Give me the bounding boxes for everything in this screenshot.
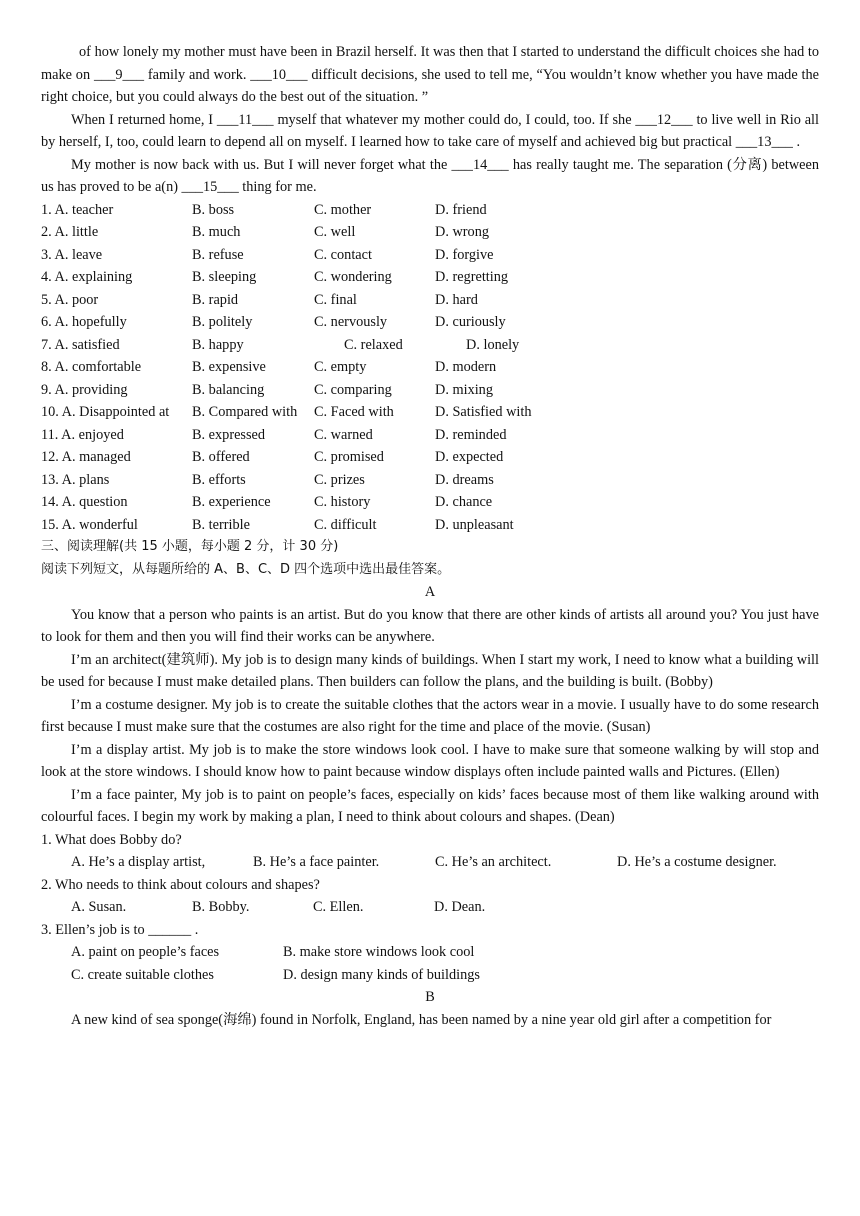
option-a: 12. A. managed	[41, 449, 131, 465]
option-c: C. well	[314, 224, 356, 240]
question-stem: 2. Who needs to think about colours and shapes?	[41, 876, 320, 893]
option-c: C. difficult	[314, 516, 377, 533]
passage-label: B	[425, 989, 435, 1005]
option-c: C. Ellen.	[313, 899, 364, 915]
reading-paragraph: I’m an architect(建筑师). My job is to design many kinds of buildings. When I start my work, I need to know what a building will be used for because I must make detailed plans. Then builders can follow the plans, and the building is built. (Bobby)	[41, 651, 819, 690]
option-c: C. contact	[314, 246, 372, 263]
option-a: 4. A. explaining	[41, 269, 133, 285]
option-row	[41, 244, 819, 267]
option-a: 15. A. wonderful	[41, 516, 138, 533]
option-c: C. He’s an architect.	[435, 854, 552, 870]
question-options	[41, 941, 819, 986]
option-b: B. refuse	[192, 246, 244, 263]
option-b: B. expressed	[192, 426, 266, 443]
option-d: D. Dean.	[434, 899, 486, 915]
option-c: C. mother	[314, 201, 372, 218]
reading-paragraph: You know that a person who paints is an artist. But do you know that there are other kinds of artists all around you? You just have to look for them and then you will find their works can be anywhere.	[41, 606, 819, 645]
option-b: B. sleeping	[192, 269, 257, 285]
passage-label: A	[424, 584, 436, 600]
option-b: B. make store windows look cool	[283, 944, 475, 960]
reading-paragraph: I’m a costume designer. My job is to create the suitable clothes that the actors wear in a movie. I usually have to do some research first because I must make sure that the costumes are also right for the time and place of the movie. (Susan)	[41, 696, 819, 735]
option-b: B. rapid	[192, 291, 239, 308]
cloze-paragraph: When I returned home, I ___11___ myself that whatever my mother could do, I could, too. If she ___12___ to live well in Rio all by herself, I, too, could learn to depend all on myself. I learned how to take care of myself and achieved big but practical ___13___ .	[41, 111, 819, 150]
option-c: C. prizes	[314, 471, 365, 488]
option-b: B. expensive	[192, 359, 266, 375]
option-a: 6. A. hopefully	[41, 314, 127, 330]
option-row	[41, 334, 819, 357]
option-row	[41, 379, 819, 402]
question-stem: 1. What does Bobby do?	[41, 831, 182, 848]
cloze-paragraph: My mother is now back with us. But I will never forget what the ___14___ has really taught me. The separation (分离) between us has proved to be a(n) ___15___ thing for me.	[41, 156, 819, 195]
cloze-options-list	[41, 199, 819, 537]
option-b: B. efforts	[192, 471, 246, 488]
option-a: A. He’s a display artist,	[71, 854, 206, 870]
option-a: 11. A. enjoyed	[41, 426, 124, 443]
option-d: D. modern	[435, 359, 497, 375]
option-c: C. history	[314, 494, 371, 510]
reading-paragraph: A new kind of sea sponge(海绵) found in Norfolk, England, has been named by a nine year old girl after a competition for	[71, 1011, 772, 1028]
option-d: D. dreams	[435, 471, 494, 488]
option-d: D. lonely	[466, 336, 520, 353]
option-b: B. Bobby.	[192, 899, 250, 915]
option-c: C. relaxed	[344, 336, 403, 353]
section-instruction: 阅读下列短文，从每题所给的 A、B、C、D 四个选项中选出最佳答案。	[41, 561, 451, 577]
option-row	[41, 446, 819, 469]
option-a: 8. A. comfortable	[41, 359, 142, 375]
option-d: D. mixing	[435, 381, 493, 398]
question-options	[41, 896, 819, 919]
option-d: D. reminded	[435, 426, 507, 443]
option-a: A. Susan.	[71, 899, 127, 915]
section-heading: 三、阅读理解(共 15 小题，每小题 2 分，计 30 分)	[41, 539, 339, 554]
option-a: 2. A. little	[41, 224, 99, 240]
option-d: D. expected	[435, 449, 504, 465]
option-row	[41, 311, 819, 334]
option-c: C. Faced with	[314, 404, 394, 420]
option-b: B. politely	[192, 314, 253, 330]
option-row	[41, 491, 819, 514]
option-row	[41, 401, 819, 424]
reading-paragraph: I’m a face painter, My job is to paint on people’s faces, especially on kids’ faces because most of them like walking around with colourful faces. I begin my work by making a plan, I need to think about colours and shapes. (Dean)	[41, 786, 819, 825]
option-a: 5. A. poor	[41, 291, 99, 308]
option-a: 10. A. Disappointed at	[41, 404, 170, 420]
option-b: B. much	[192, 224, 241, 240]
option-row	[41, 266, 819, 289]
option-d: D. wrong	[435, 224, 490, 240]
question-options	[41, 851, 819, 874]
option-d: D. chance	[435, 494, 493, 510]
option-row	[41, 289, 819, 312]
option-c: C. warned	[314, 426, 373, 443]
option-b: B. experience	[192, 494, 271, 510]
option-row	[41, 356, 819, 379]
cloze-paragraph: of how lonely my mother must have been in Brazil herself. It was then that I started to understand the difficult choices she had to make on ___9___ family and work. ___10___ difficult decisions, she used to tell me, “You wouldn’t know whether you have made the right choice, but you could always do the best out of the situation. ”	[41, 44, 819, 105]
option-d: D. He’s a costume designer.	[617, 854, 777, 870]
option-c: C. nervously	[314, 314, 388, 330]
option-b: B. offered	[192, 449, 250, 465]
option-d: D. hard	[435, 291, 478, 308]
option-row	[41, 221, 819, 244]
option-d: D. unpleasant	[435, 516, 514, 533]
option-d: D. Satisfied with	[435, 404, 532, 420]
option-b: B. boss	[192, 201, 235, 218]
option-d: D. regretting	[435, 269, 509, 285]
option-a: 9. A. providing	[41, 381, 128, 398]
option-row	[41, 199, 819, 222]
option-b: B. Compared with	[192, 404, 298, 420]
option-a: A. paint on people’s faces	[71, 944, 220, 960]
option-a: 7. A. satisfied	[41, 336, 120, 353]
option-b: B. happy	[192, 336, 244, 353]
option-d: D. friend	[435, 201, 487, 218]
option-d: D. curiously	[435, 314, 506, 330]
option-c: C. empty	[314, 359, 367, 375]
option-a: 3. A. leave	[41, 246, 103, 263]
option-row	[41, 424, 819, 447]
option-b: B. balancing	[192, 381, 265, 398]
option-d: D. forgive	[435, 246, 494, 263]
option-c: C. promised	[314, 449, 384, 465]
option-c: C. final	[314, 291, 357, 308]
option-d: D. design many kinds of buildings	[283, 966, 480, 983]
option-c: C. wondering	[314, 269, 392, 285]
reading-paragraph: I’m a display artist. My job is to make the store windows look cool. I have to make sure that someone walking by will stop and look at the store windows. I should know how to paint because window displays often include painted walls and Pictures. (Ellen)	[41, 741, 819, 780]
option-b: B. terrible	[192, 516, 250, 533]
option-b: B. He’s a face painter.	[253, 854, 380, 870]
option-a: 1. A. teacher	[41, 201, 114, 218]
question-stem: 3. Ellen’s job is to ______ .	[41, 921, 199, 938]
option-a: 14. A. question	[41, 494, 128, 510]
option-row	[41, 469, 819, 492]
option-row	[41, 514, 819, 537]
option-c: C. create suitable clothes	[71, 966, 214, 983]
option-c: C. comparing	[314, 381, 392, 398]
option-a: 13. A. plans	[41, 471, 110, 488]
exam-page	[41, 41, 819, 1031]
